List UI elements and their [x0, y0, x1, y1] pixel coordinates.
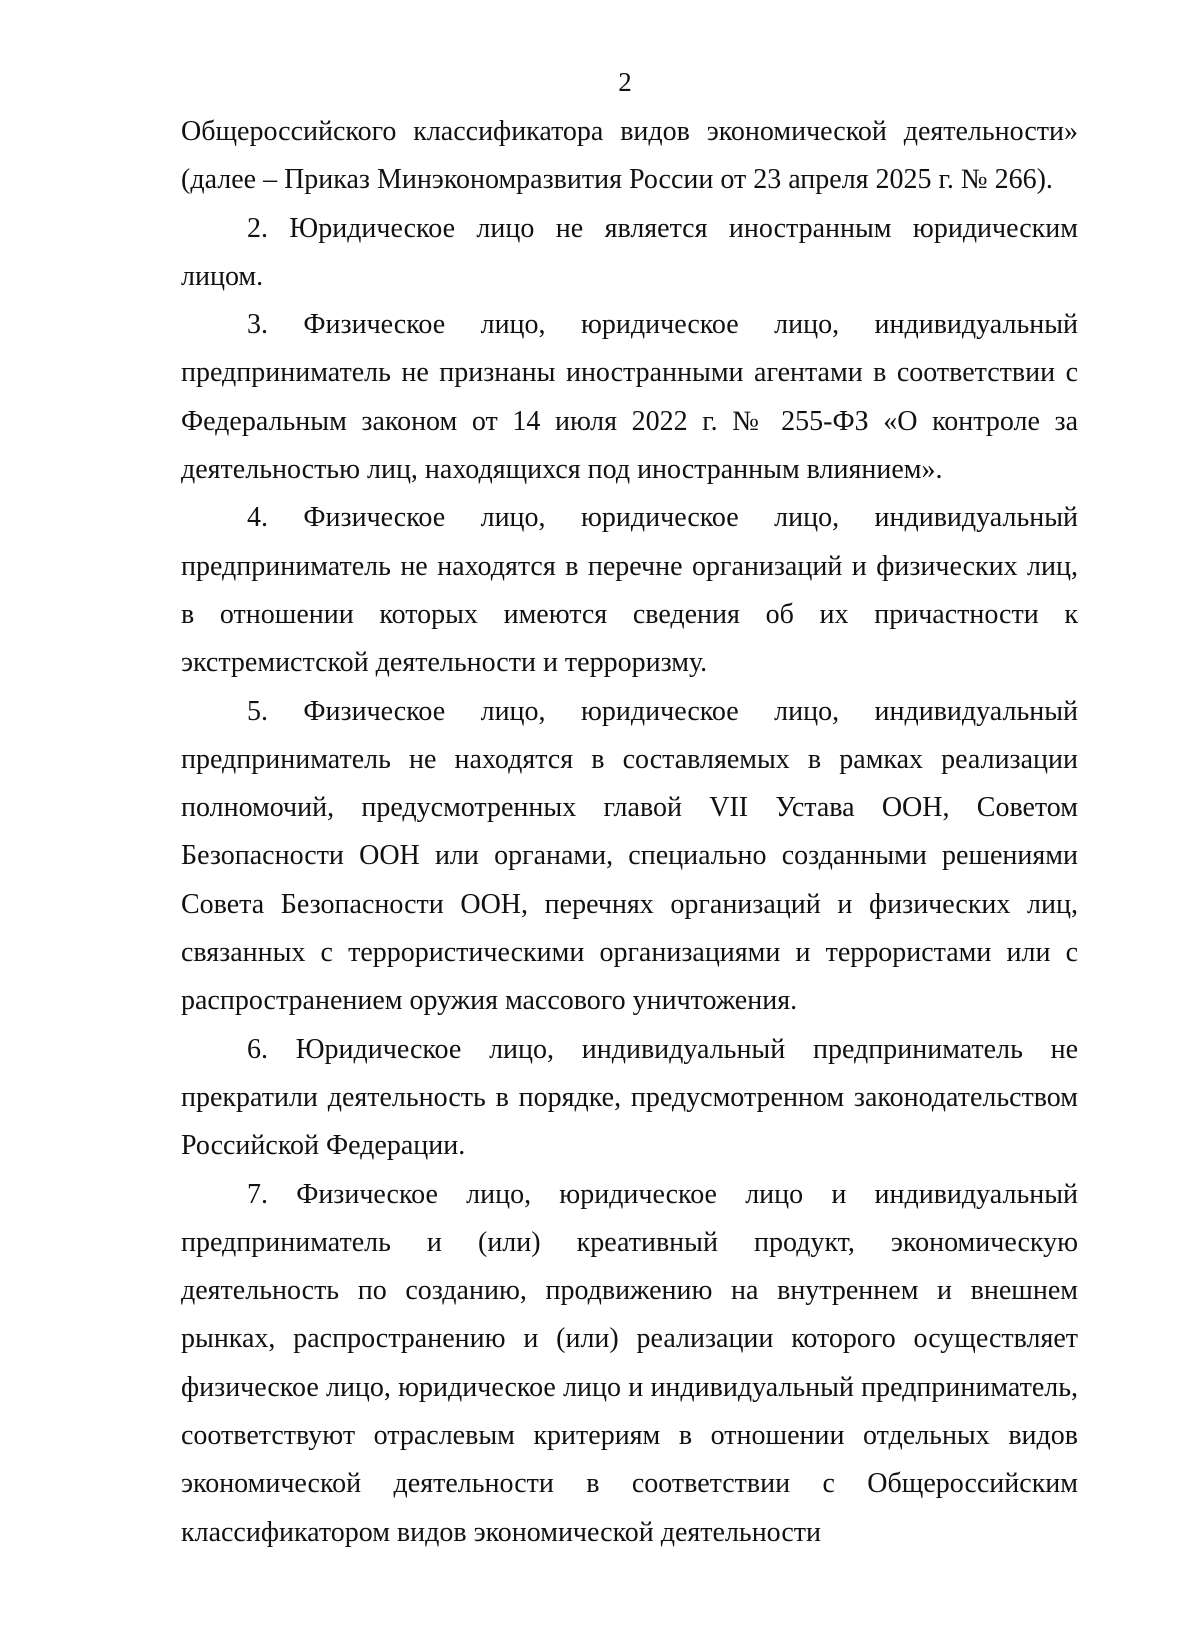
paragraph-item-6: 6. Юридическое лицо, индивидуальный предприниматель не прекратили деятельность в порядке, предусмотренном законодательством Российской Федерации. [181, 1033, 1078, 1162]
paragraph-item-2: 2. Юридическое лицо не является иностранным юридическим лицом. [181, 212, 1078, 292]
page-number: 2 [618, 67, 632, 97]
paragraph-item-5: 5. Физическое лицо, юридическое лицо, индивидуальный предприниматель не находятся в составляемых в рамках реализации полномочий, предусмотренных главой VII Устава ООН, Советом Безопасности ООН или органами, специально созданными решениями Совета Безопасности ООН, перечнях организаций и физических лиц, связанных с террористическими организациями и террористами или с распространением оружия массового уничтожения. [181, 695, 1078, 1017]
paragraph-continuation: Общероссийского классификатора видов экономической деятельности» (далее – Приказ Минэкономразвития России от 23 апреля 2025 г. № 266). [181, 116, 1078, 196]
document-body [181, 108, 1078, 1557]
paragraph-item-3: 3. Физическое лицо, юридическое лицо, индивидуальный предприниматель не признаны иностранными агентами в соответствии с Федеральным законом от 14 июля 2022 г. № 255-ФЗ «О контроле за деятельностью лиц, находящихся под иностранным влиянием». [181, 309, 1078, 486]
paragraph-item-4: 4. Физическое лицо, юридическое лицо, индивидуальный предприниматель не находятся в перечне организаций и физических лиц, в отношении которых имеются сведения об их причастности к экстремистской деятельности и терроризму. [181, 502, 1078, 679]
paragraph-item-7: 7. Физическое лицо, юридическое лицо и индивидуальный предприниматель и (или) креативный продукт, экономическую деятельность по созданию, продвижению на внутреннем и внешнем рынках, распространению и (или) реализации которого осуществляет физическое лицо, юридическое лицо и индивидуальный предприниматель, соответствуют отраслевым критериям в отношении отдельных видов экономической деятельности в соответствии с Общероссийским классификатором видов экономической деятельности [181, 1178, 1078, 1548]
